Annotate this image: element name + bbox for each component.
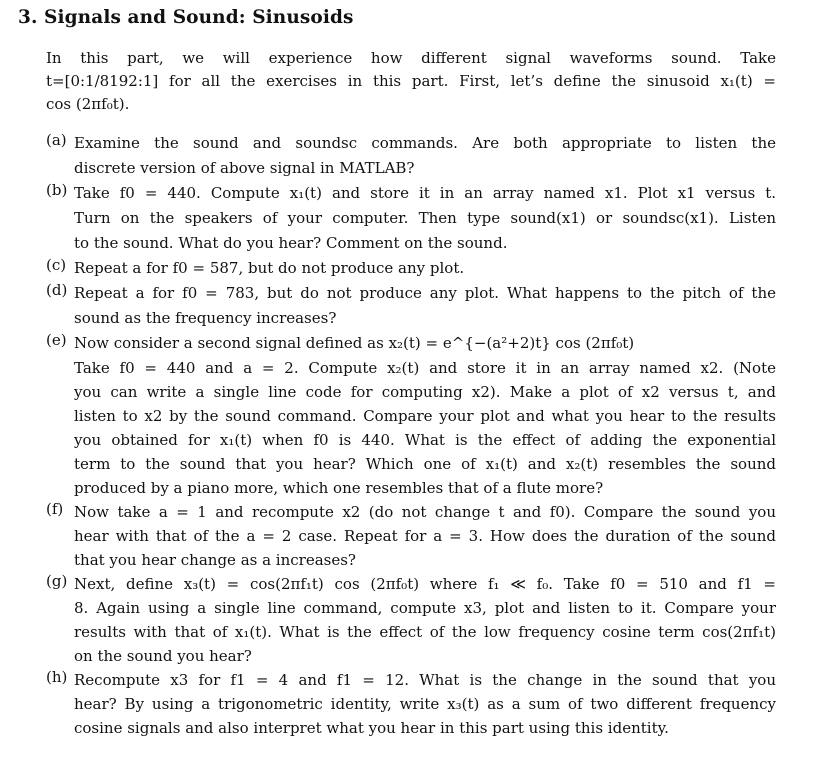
item-line: cosine signals and also interpret what you hear in this part using this identity. (74, 719, 669, 737)
item-line: on the sound you hear? (74, 647, 252, 665)
item-line: Now consider a second signal defined as x₂(t) = e^{−(a²+2)t} cos (2πf₀t) (74, 334, 635, 352)
exercise-item-b (46, 181, 776, 256)
intro-line: t=[0:1/8192:1] for all the exercises in this part. First, let’s define the sinusoid x₁(t) = (46, 72, 776, 90)
exercise-list (46, 131, 776, 740)
item-line: Take f0 = 440 and a = 2. Compute x₂(t) and store it in an array named x2. (Note (74, 359, 776, 377)
item-line: produced by a piano more, which one resembles that of a flute more? (74, 479, 604, 497)
item-line: you obtained for x₁(t) when f0 is 440. What is the effect of adding the exponential (74, 431, 776, 449)
item-label: (b) (46, 181, 68, 199)
item-line: results with that of x₁(t). What is the effect of the low frequency cosine term cos(2πf₁t) (74, 623, 776, 641)
item-line: that you hear change as a increases? (74, 551, 356, 569)
exercise-item-h (46, 668, 776, 740)
item-label: (a) (46, 131, 67, 149)
item-label: (c) (46, 256, 67, 274)
item-line: Repeat a for f0 = 587, but do not produce any plot. (74, 259, 465, 277)
item-line: hear with that of the a = 2 case. Repeat for a = 3. How does the duration of the sound (74, 527, 776, 545)
item-line: discrete version of above signal in MATLAB? (74, 159, 415, 177)
item-line: you can write a single line code for computing x2). Make a plot of x2 versus t, and (74, 383, 776, 401)
section-heading: 3. Signals and Sound: Sinusoids (18, 7, 354, 28)
item-label: (e) (46, 331, 67, 349)
exercise-item-d (46, 281, 776, 331)
item-label: (h) (46, 668, 68, 686)
item-line: term to the sound that you hear? Which one of x₁(t) and x₂(t) resembles the sound (74, 455, 776, 473)
item-label: (d) (46, 281, 68, 299)
exercise-item-f (46, 500, 776, 572)
item-label: (f) (46, 500, 64, 518)
intro-paragraph (46, 47, 776, 116)
item-line: Turn on the speakers of your computer. Then type sound(x1) or soundsc(x1). Listen (74, 209, 776, 227)
item-line: Next, define x₃(t) = cos(2πf₁t) cos (2πf₀t) where f₁ ≪ f₀. Take f0 = 510 and f1 = (74, 575, 776, 593)
intro-line: In this part, we will experience how different signal waveforms sound. Take (46, 49, 776, 67)
exercise-item-a (46, 131, 776, 181)
exercise-item-e (46, 331, 776, 500)
exercise-item-c (46, 256, 776, 281)
item-line: 8. Again using a single line command, compute x3, plot and listen to it. Compare your (74, 599, 776, 617)
item-line: Examine the sound and soundsc commands. Are both appropriate to listen the (74, 134, 776, 152)
item-line: Now take a = 1 and recompute x2 (do not change t and f0). Compare the sound you (74, 503, 776, 521)
item-line: listen to x2 by the sound command. Compare your plot and what you hear to the results (74, 407, 776, 425)
item-line: Take f0 = 440. Compute x₁(t) and store it in an array named x1. Plot x1 versus t. (74, 184, 776, 202)
item-line: sound as the frequency increases? (74, 309, 337, 327)
item-label: (g) (46, 572, 68, 590)
item-line: to the sound. What do you hear? Comment on the sound. (74, 234, 508, 252)
item-line: hear? By using a trigonometric identity, write x₃(t) as a sum of two different frequency (74, 695, 776, 713)
item-line: Recompute x3 for f1 = 4 and f1 = 12. What is the change in the sound that you (74, 671, 776, 689)
exercise-item-g (46, 572, 776, 668)
intro-line: cos (2πf₀t). (46, 95, 130, 113)
item-line: Repeat a for f0 = 783, but do not produce any plot. What happens to the pitch of the (74, 284, 776, 302)
